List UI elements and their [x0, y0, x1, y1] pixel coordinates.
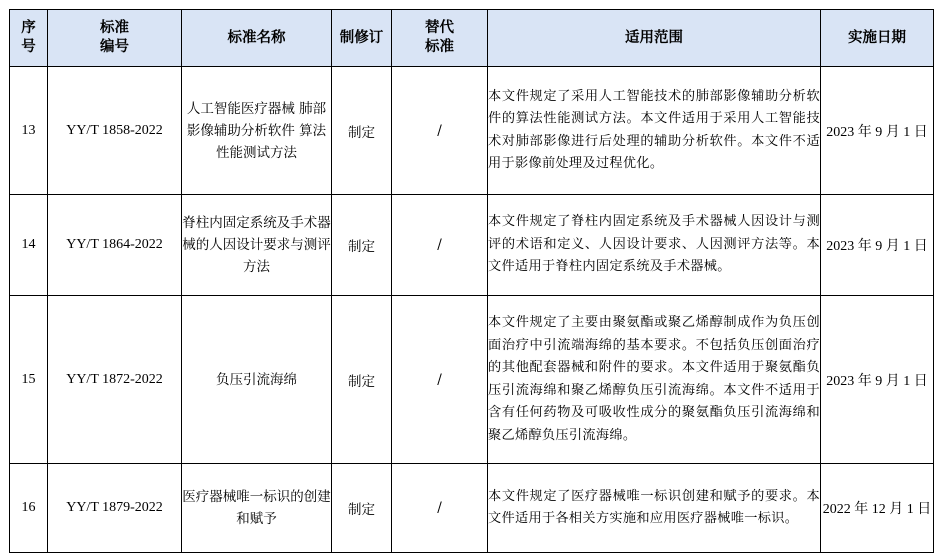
table-row — [10, 464, 934, 553]
header-date: 实施日期 — [821, 10, 934, 67]
row-revision: 制定 — [332, 464, 392, 553]
table-row — [10, 195, 934, 296]
header-replace: 替代标准 — [392, 10, 488, 67]
row-seq: 14 — [10, 195, 48, 296]
header-code: 标准编号 — [48, 10, 182, 67]
row-scope: 本文件规定了采用人工智能技术的肺部影像辅助分析软件的算法性能测试方法。本文件适用于采用人工智能技术对肺部影像进行后处理的辅助分析软件。本文件不适用于影像前处理及过程优化。 — [488, 67, 821, 195]
row-scope: 本文件规定了医疗器械唯一标识创建和赋予的要求。本文件适用于各相关方实施和应用医疗器械唯一标识。 — [488, 464, 821, 553]
row-seq: 13 — [10, 67, 48, 195]
row-code: YY/T 1858-2022 — [48, 67, 182, 195]
row-code: YY/T 1864-2022 — [48, 195, 182, 296]
row-date: 2023 年 9 月 1 日 — [821, 195, 934, 296]
row-name: 负压引流海绵 — [182, 296, 332, 464]
header-row — [10, 10, 934, 67]
row-name: 脊柱内固定系统及手术器械的人因设计要求与测评方法 — [182, 195, 332, 296]
row-name: 人工智能医疗器械 肺部影像辅助分析软件 算法性能测试方法 — [182, 67, 332, 195]
row-revision: 制定 — [332, 67, 392, 195]
header-scope: 适用范围 — [488, 10, 821, 67]
standards-table — [9, 9, 934, 553]
row-replace: / — [392, 464, 488, 553]
row-date: 2023 年 9 月 1 日 — [821, 67, 934, 195]
header-revision: 制修订 — [332, 10, 392, 67]
row-date: 2023 年 9 月 1 日 — [821, 296, 934, 464]
row-replace: / — [392, 195, 488, 296]
row-code: YY/T 1879-2022 — [48, 464, 182, 553]
row-replace: / — [392, 296, 488, 464]
row-seq: 16 — [10, 464, 48, 553]
table-row — [10, 67, 934, 195]
row-revision: 制定 — [332, 296, 392, 464]
row-scope: 本文件规定了脊柱内固定系统及手术器械人因设计与测评的术语和定义、人因设计要求、人因测评方法等。本文件适用于脊柱内固定系统及手术器械。 — [488, 195, 821, 296]
row-name: 医疗器械唯一标识的创建和赋予 — [182, 464, 332, 553]
row-replace: / — [392, 67, 488, 195]
row-code: YY/T 1872-2022 — [48, 296, 182, 464]
row-scope: 本文件规定了主要由聚氨酯或聚乙烯醇制成作为负压创面治疗中引流端海绵的基本要求。不包括负压创面治疗的其他配套器械和附件的要求。本文件适用于聚氨酯负压引流海绵和聚乙烯醇负压引流海绵。本文件不适用于含有任何药物及可吸收性成分的聚氨酯负压引流海绵和聚乙烯醇负压引流海绵。 — [488, 296, 821, 464]
table-row — [10, 296, 934, 464]
header-seq: 序号 — [10, 10, 48, 67]
row-seq: 15 — [10, 296, 48, 464]
header-name: 标准名称 — [182, 10, 332, 67]
row-date: 2022 年 12 月 1 日 — [821, 464, 934, 553]
row-revision: 制定 — [332, 195, 392, 296]
